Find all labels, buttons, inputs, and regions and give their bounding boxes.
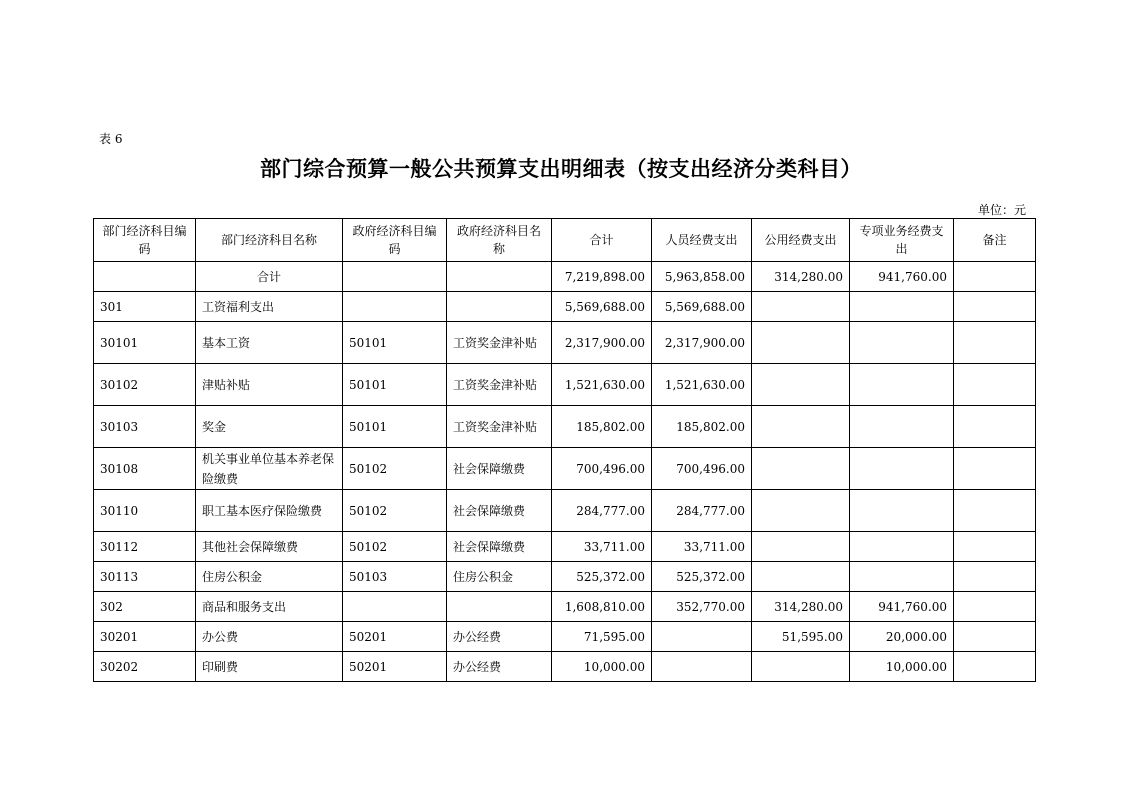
personnel-cell bbox=[652, 652, 752, 682]
header-row bbox=[94, 219, 1036, 262]
column-header: 合计 bbox=[552, 219, 652, 262]
category-row bbox=[94, 292, 1036, 322]
total-cell: 1,521,630.00 bbox=[552, 364, 652, 406]
table-row bbox=[94, 406, 1036, 448]
personnel-cell: 284,777.00 bbox=[652, 490, 752, 532]
dept-name-cell: 其他社会保障缴费 bbox=[196, 532, 343, 562]
dept-code-cell: 30113 bbox=[94, 562, 196, 592]
dept-name-cell: 基本工资 bbox=[196, 322, 343, 364]
dept-name-cell: 职工基本医疗保险缴费 bbox=[196, 490, 343, 532]
category-row bbox=[94, 592, 1036, 622]
gov-code-cell: 50103 bbox=[343, 562, 447, 592]
note-cell bbox=[954, 448, 1036, 490]
total-public: 314,280.00 bbox=[752, 262, 850, 292]
gov-code-cell bbox=[343, 292, 447, 322]
gov-code-cell: 50201 bbox=[343, 622, 447, 652]
gov-name-cell: 社会保障缴费 bbox=[447, 532, 552, 562]
public-cell bbox=[752, 562, 850, 592]
special-cell bbox=[850, 364, 954, 406]
personnel-cell bbox=[652, 622, 752, 652]
total-cell: 1,608,810.00 bbox=[552, 592, 652, 622]
table-row bbox=[94, 562, 1036, 592]
note-cell bbox=[954, 562, 1036, 592]
personnel-cell: 525,372.00 bbox=[652, 562, 752, 592]
total-cell: 284,777.00 bbox=[552, 490, 652, 532]
special-cell bbox=[850, 292, 954, 322]
dept-code-cell: 30202 bbox=[94, 652, 196, 682]
gov-code-cell: 50201 bbox=[343, 652, 447, 682]
personnel-cell: 185,802.00 bbox=[652, 406, 752, 448]
total-cell: 71,595.00 bbox=[552, 622, 652, 652]
special-cell bbox=[850, 406, 954, 448]
total-cell: 185,802.00 bbox=[552, 406, 652, 448]
special-cell: 941,760.00 bbox=[850, 592, 954, 622]
total-cell: 5,569,688.00 bbox=[552, 292, 652, 322]
gov-code-cell: 50101 bbox=[343, 406, 447, 448]
dept-name-cell: 津贴补贴 bbox=[196, 364, 343, 406]
column-header: 备注 bbox=[954, 219, 1036, 262]
column-header: 人员经费支出 bbox=[652, 219, 752, 262]
table-cell bbox=[94, 262, 196, 292]
personnel-cell: 2,317,900.00 bbox=[652, 322, 752, 364]
total-amount: 7,219,898.00 bbox=[552, 262, 652, 292]
table-row bbox=[94, 652, 1036, 682]
unit-label: 单位：元 bbox=[977, 203, 1026, 217]
public-cell bbox=[752, 292, 850, 322]
note-cell bbox=[954, 622, 1036, 652]
personnel-cell: 352,770.00 bbox=[652, 592, 752, 622]
gov-code-cell: 50101 bbox=[343, 364, 447, 406]
dept-name-cell: 奖金 bbox=[196, 406, 343, 448]
dept-name-cell: 工资福利支出 bbox=[196, 292, 343, 322]
public-cell bbox=[752, 448, 850, 490]
total-cell: 525,372.00 bbox=[552, 562, 652, 592]
note-cell bbox=[954, 406, 1036, 448]
total-personnel: 5,963,858.00 bbox=[652, 262, 752, 292]
dept-name-cell: 住房公积金 bbox=[196, 562, 343, 592]
special-cell bbox=[850, 448, 954, 490]
note-cell bbox=[954, 490, 1036, 532]
public-cell bbox=[752, 652, 850, 682]
note-cell bbox=[954, 322, 1036, 364]
dept-code-cell: 30201 bbox=[94, 622, 196, 652]
gov-name-cell: 工资奖金津补贴 bbox=[447, 406, 552, 448]
public-cell bbox=[752, 490, 850, 532]
dept-code-cell: 30108 bbox=[94, 448, 196, 490]
table-row bbox=[94, 490, 1036, 532]
total-cell: 2,317,900.00 bbox=[552, 322, 652, 364]
column-header: 部门经济科目编码 bbox=[94, 219, 196, 262]
column-header: 政府经济科目编码 bbox=[343, 219, 447, 262]
table-row bbox=[94, 448, 1036, 490]
gov-name-cell: 工资奖金津补贴 bbox=[447, 364, 552, 406]
public-cell bbox=[752, 322, 850, 364]
dept-code-cell: 30102 bbox=[94, 364, 196, 406]
dept-code-cell: 30101 bbox=[94, 322, 196, 364]
special-cell: 10,000.00 bbox=[850, 652, 954, 682]
gov-code-cell: 50101 bbox=[343, 322, 447, 364]
dept-name-cell: 办公费 bbox=[196, 622, 343, 652]
dept-name-cell: 商品和服务支出 bbox=[196, 592, 343, 622]
table-cell bbox=[954, 262, 1036, 292]
table-row bbox=[94, 322, 1036, 364]
public-cell bbox=[752, 406, 850, 448]
public-cell: 51,595.00 bbox=[752, 622, 850, 652]
table-number: 表 6 bbox=[99, 132, 123, 146]
table-cell bbox=[447, 262, 552, 292]
total-special: 941,760.00 bbox=[850, 262, 954, 292]
page-title: 部门综合预算一般公共预算支出明细表（按支出经济分类科目） bbox=[260, 157, 862, 181]
dept-code-cell: 30103 bbox=[94, 406, 196, 448]
gov-code-cell: 50102 bbox=[343, 448, 447, 490]
personnel-cell: 1,521,630.00 bbox=[652, 364, 752, 406]
public-cell bbox=[752, 532, 850, 562]
public-cell bbox=[752, 364, 850, 406]
table-cell bbox=[343, 262, 447, 292]
note-cell bbox=[954, 532, 1036, 562]
table-row bbox=[94, 622, 1036, 652]
table-row bbox=[94, 532, 1036, 562]
gov-name-cell: 办公经费 bbox=[447, 652, 552, 682]
total-cell: 33,711.00 bbox=[552, 532, 652, 562]
public-cell: 314,280.00 bbox=[752, 592, 850, 622]
gov-code-cell: 50102 bbox=[343, 532, 447, 562]
gov-name-cell: 工资奖金津补贴 bbox=[447, 322, 552, 364]
dept-code-cell: 30110 bbox=[94, 490, 196, 532]
note-cell bbox=[954, 592, 1036, 622]
total-cell: 10,000.00 bbox=[552, 652, 652, 682]
gov-name-cell: 住房公积金 bbox=[447, 562, 552, 592]
column-header: 专项业务经费支出 bbox=[850, 219, 954, 262]
gov-name-cell bbox=[447, 292, 552, 322]
dept-code-cell: 301 bbox=[94, 292, 196, 322]
table-row bbox=[94, 364, 1036, 406]
special-cell bbox=[850, 490, 954, 532]
note-cell bbox=[954, 364, 1036, 406]
special-cell bbox=[850, 322, 954, 364]
gov-name-cell bbox=[447, 592, 552, 622]
special-cell: 20,000.00 bbox=[850, 622, 954, 652]
column-header: 部门经济科目名称 bbox=[196, 219, 343, 262]
gov-name-cell: 办公经费 bbox=[447, 622, 552, 652]
gov-code-cell bbox=[343, 592, 447, 622]
special-cell bbox=[850, 532, 954, 562]
gov-code-cell: 50102 bbox=[343, 490, 447, 532]
personnel-cell: 700,496.00 bbox=[652, 448, 752, 490]
personnel-cell: 5,569,688.00 bbox=[652, 292, 752, 322]
gov-name-cell: 社会保障缴费 bbox=[447, 448, 552, 490]
dept-name-cell: 印刷费 bbox=[196, 652, 343, 682]
total-cell: 700,496.00 bbox=[552, 448, 652, 490]
column-header: 公用经费支出 bbox=[752, 219, 850, 262]
dept-code-cell: 302 bbox=[94, 592, 196, 622]
dept-name-cell: 机关事业单位基本养老保险缴费 bbox=[196, 448, 343, 490]
note-cell bbox=[954, 292, 1036, 322]
personnel-cell: 33,711.00 bbox=[652, 532, 752, 562]
dept-code-cell: 30112 bbox=[94, 532, 196, 562]
gov-name-cell: 社会保障缴费 bbox=[447, 490, 552, 532]
budget-table bbox=[93, 218, 1036, 682]
note-cell bbox=[954, 652, 1036, 682]
column-header: 政府经济科目名称 bbox=[447, 219, 552, 262]
total-row bbox=[94, 262, 1036, 292]
special-cell bbox=[850, 562, 954, 592]
total-label: 合计 bbox=[196, 262, 343, 292]
